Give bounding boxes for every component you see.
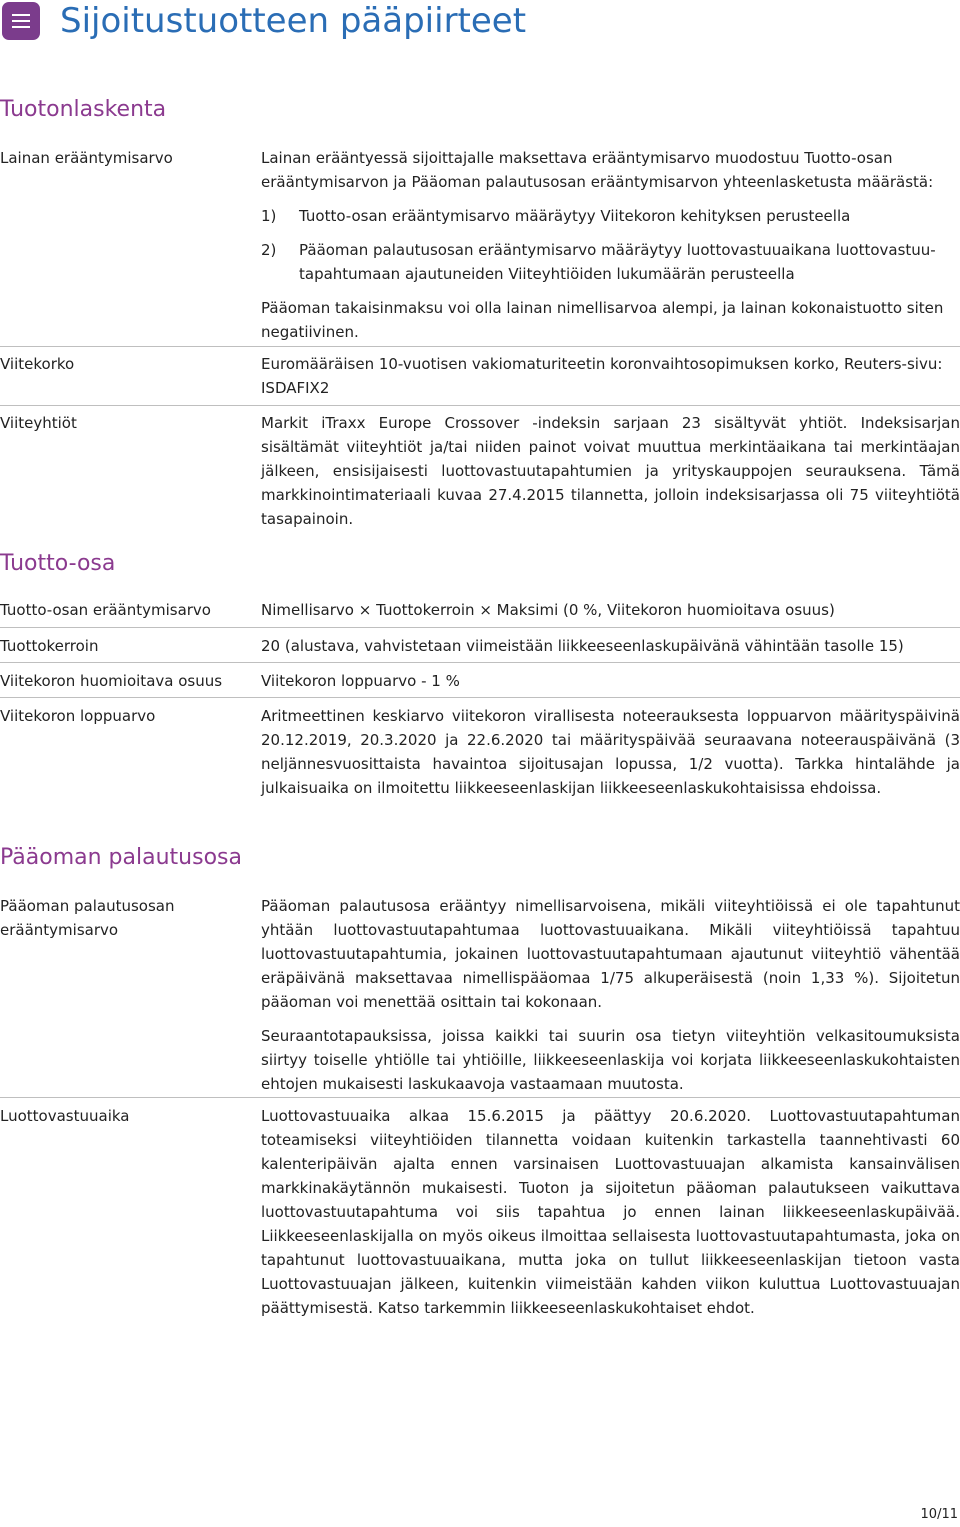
- divider: [0, 697, 960, 698]
- tuotto-osan-eraantymisarvo-text: Nimellisarvo × Tuottokerroin × Maksimi (0 %, Viitekoron huomioitava osuus): [261, 601, 835, 619]
- viitekorko-text: Euromääräisen 10-vuotisen vakiomaturiteetin koronvaihtosopimuksen korko, Reuters-sivu: ISDAFIX2: [261, 355, 943, 397]
- viiteyhtiot-text: Markit iTraxx Europe Crossover -indeksin sarjaan 23 sisältyvät yhtiöt. Indeksisarjan sisältämät viiteyhtiöt ja/tai niiden painot voivat muuttua merkintäaikana tai merkintäajan jälkeen, ensisijaisesti luottovastuutapahtumien ja yrityskauppojen seurauksena. Tämä markkinointimateriaali kuvaa 27.4.2015 tilannetta, jolloin indeksisarjassa oli 75 viiteyhtiötä tasapainoin.: [261, 414, 960, 528]
- section-heading-tuotonlaskenta: Tuotonlaskenta: [0, 97, 167, 122]
- list-item-text: Pääoman palautusosan erääntymisarvo määräytyy luottovastuuaikana luottovastuu-tapahtumaan ajautuneiden Viiteyhtiöiden lukumäärän perusteella: [299, 241, 936, 283]
- viitekoron-huomioitava-osuus-text: Viitekoron loppuarvo - 1 %: [261, 672, 460, 690]
- paragraph: Pääoman palautusosa erääntyy nimellisarvoisena, mikäli viiteyhtiöissä ei ole tapahtunut yhtään luottovastuutapahtumaa luottovastuuaikana. Mikäli viiteyhtiöissä tapahtuu luottovastuutapahtumia, jokainen luottovastuutapahtumaan ajautunut viiteyhtiö vähentää eräpäivänä maksettavaa nimellispääomaa 1/75 alkuperäisestä (noin 1,33 %). Sijoitetun pääoman voi menettää osittain tai kokonaan.: [261, 897, 960, 1011]
- label-viiteyhtiot: Viiteyhtiöt: [0, 414, 77, 432]
- divider: [0, 405, 960, 406]
- paragraph: Seuraantotapauksissa, joissa kaikki tai suurin osa tietyn viiteyhtiön velkasitoumuksista siirtyy toiselle yhtiölle tai yhtiöille, liikkeeseenlaskija voi korjata liikkeeseenlaskukohtaisten ehtojen mukaisesti laskukaavoja vastaamaan muutosta.: [261, 1027, 960, 1093]
- label-tuottokerroin: Tuottokerroin: [0, 637, 99, 655]
- luottovastuuaika-text: Luottovastuuaika alkaa 15.6.2015 ja päättyy 20.6.2020. Luottovastuutapahtuman toteamiseksi viiteyhtiöiden tilannetta voidaan kuitenkin tarkastella taannehtivasti 60 kalenteripäivän ajalta ennen varsinaisen Luottovastuuajan alkamista kansainvälisen markkinakäytännön mukaisesti. Tuoton ja sijoitetun pääoman palautukseen vaikuttava luottovastuutapahtuma voi siis tapahtua jo ennen lainan liikkeeseenlaskupäivää. Liikkeeseenlaskijalla on myös oikeus ilmoittaa sellaisesta luottovastuutapahtumasta, joka on tapahtunut luottovastuuaikana, mutta joka on tullut liikkeeseenlaskijan tietoon vasta Luottovastuuajan jälkeen, kuitenkin viimeistään kahden viikon kuluttua Luottovastuuajan päättymisestä. Katso tarkemmin liikkeeseenlaskukohtaiset ehdot.: [261, 1107, 960, 1317]
- list-item: [261, 204, 960, 228]
- menu-line: [12, 14, 30, 16]
- divider: [0, 627, 960, 628]
- list-item-number: 1): [261, 207, 277, 225]
- paaoman-palautusosan-eraantymisarvo-block: [261, 894, 960, 1096]
- section-heading-paaoman-palautusosa: Pääoman palautusosa: [0, 845, 242, 870]
- label-tuotto-osan-eraantymisarvo: Tuotto-osan erääntymisarvo: [0, 601, 211, 619]
- lainan-eraantymisarvo-block: [261, 146, 960, 344]
- label-viitekoron-huomioitava-osuus: Viitekoron huomioitava osuus: [0, 672, 223, 690]
- label-lainan-eraantymisarvo: Lainan erääntymisarvo: [0, 149, 173, 167]
- lainan-note: Pääoman takaisinmaksu voi olla lainan nimellisarvoa alempi, ja lainan kokonaistuotto siten negatiivinen.: [261, 299, 944, 341]
- list-item: [261, 238, 960, 286]
- list-item-number: 2): [261, 241, 277, 259]
- menu-line: [12, 20, 30, 22]
- label-viitekorko: Viitekorko: [0, 355, 75, 373]
- tuottokerroin-text: 20 (alustava, vahvistetaan viimeistään liikkeeseenlaskupäivänä vähintään tasolle 15): [261, 637, 904, 655]
- page-number: 10/11: [920, 1507, 958, 1522]
- label-luottovastuuaika: Luottovastuuaika: [0, 1107, 130, 1125]
- divider: [0, 346, 960, 347]
- divider: [0, 1097, 960, 1098]
- page-title: Sijoitustuotteen pääpiirteet: [60, 1, 527, 41]
- viitekoron-loppuarvo-text: Aritmeettinen keskiarvo viitekoron virallisesta noteerauksesta loppuarvon määrityspäivinä 20.12.2019, 20.3.2020 ja 22.6.2020 tai määrityspäivää seuraavana noteerauspäivänä (3 neljännesvuosittaista havaintoa sijoitusajan lopussa, 1/2 vuotta). Tarkka hintalähde ja julkaisuaika on ilmoitettu liikkeeseenlaskijan liikkeeseenlaskukohtaisissa ehdoissa.: [261, 707, 960, 797]
- divider: [0, 662, 960, 663]
- hamburger-menu-icon[interactable]: [2, 2, 40, 40]
- label-paaoman-palautusosan-eraantymisarvo: Pääoman palautusosan erääntymisarvo: [0, 897, 175, 939]
- list-item-text: Tuotto-osan erääntymisarvo määräytyy Viitekoron kehityksen perusteella: [299, 207, 851, 225]
- lainan-intro: Lainan erääntyessä sijoittajalle maksettava erääntymisarvo muodostuu Tuotto-osan erääntymisarvon ja Pääoman palautusosan erääntymisarvon yhteenlasketusta määrästä:: [261, 149, 934, 191]
- menu-line: [12, 26, 30, 28]
- label-viitekoron-loppuarvo: Viitekoron loppuarvo: [0, 707, 156, 725]
- section-heading-tuotto-osa: Tuotto-osa: [0, 551, 116, 576]
